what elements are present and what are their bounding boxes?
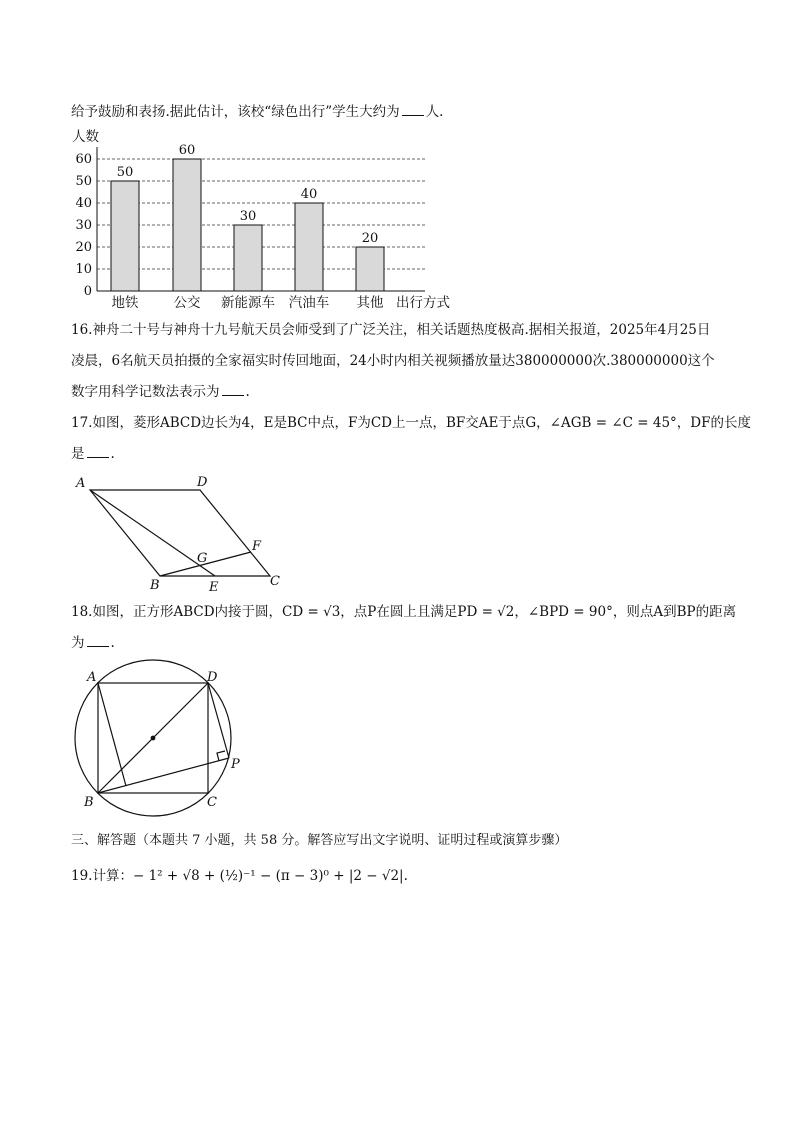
category-label: 其他 <box>356 295 384 311</box>
q16-line3-a: 数字用科学记数法表示为 <box>71 384 220 400</box>
bar-value-label: 30 <box>239 209 257 224</box>
category-label: 地铁 <box>111 295 139 311</box>
q17-line2-b: . <box>110 446 115 462</box>
category-label: 新能源车 <box>221 295 275 311</box>
q17-line2-a: 是 <box>71 446 85 462</box>
label-b: B <box>150 578 160 593</box>
bar-value-label: 40 <box>300 187 318 202</box>
category-label: 汽油车 <box>288 295 330 311</box>
q17-line1: 17.如图，菱形ABCD边长为4，E是BC中点，F为CD上一点，BF交AE于点G，∠AGB = ∠C = 45°，DF的长度 <box>71 415 751 431</box>
label-a: A <box>87 670 97 685</box>
y-tick-label: 0 <box>83 284 92 299</box>
label-d: D <box>197 475 208 490</box>
q19-prefix: 19.计算： <box>71 868 133 884</box>
section-3-title: 三、解答题（本题共 7 小题，共 58 分。解答应写出文字说明、证明过程或演算步骤） <box>71 833 568 848</box>
label-a: A <box>76 476 86 491</box>
q16-line2: 凌晨，6名航天员拍摄的全家福实时传回地面，24小时内相关视频播放量达380000000次.380000000这个 <box>71 353 715 369</box>
label-c: C <box>207 795 217 810</box>
label-p: P <box>231 757 240 772</box>
label-f: F <box>252 539 262 554</box>
y-tick-label: 60 <box>75 152 92 167</box>
y-tick-label: 10 <box>75 262 92 277</box>
label-b: B <box>84 795 94 810</box>
segment-dp <box>208 683 229 758</box>
q15-text-b: 人. <box>425 104 444 120</box>
bar-value-label: 60 <box>178 143 196 158</box>
y-tick-label: 50 <box>75 174 92 189</box>
q15-text-a: 给予鼓励和表扬.据此估计，该校“绿色出行”学生大约为 <box>71 104 400 120</box>
y-axis-label: 人数 <box>72 129 99 145</box>
x-axis-label: 出行方式 <box>396 295 450 311</box>
q16-line3-b: . <box>245 384 250 400</box>
q19 <box>71 867 408 885</box>
label-d: D <box>207 670 218 685</box>
q18-line2-a: 为 <box>71 635 85 651</box>
label-c: C <box>270 574 280 589</box>
q18-line2-b: . <box>110 635 115 651</box>
y-tick-label: 40 <box>75 196 92 211</box>
bar-value-label: 50 <box>116 165 134 180</box>
label-g: G <box>197 551 208 566</box>
y-tick-label: 30 <box>75 218 92 233</box>
q18-line1: 18.如图，正方形ABCD内接于圆，CD = √3，点P在圆上且满足PD = √2，∠BPD = 90°，则点A到BP的距离 <box>71 604 737 620</box>
bar-value-label: 20 <box>361 231 379 246</box>
segment-bp <box>98 758 229 793</box>
q16-line1: 16.神舟二十号与神舟十九号航天员会师受到了广泛关注，相关话题热度极高.据相关报道，2025年4月25日 <box>71 322 711 338</box>
category-label: 公交 <box>173 295 201 311</box>
y-tick-label: 20 <box>75 240 92 255</box>
q19-expression: − 1² + √8 + (½)⁻¹ − (π − 3)⁰ + |2 − √2|. <box>132 868 408 884</box>
label-e: E <box>209 580 219 595</box>
center-point <box>151 736 156 741</box>
segment-a-foot <box>98 683 126 786</box>
